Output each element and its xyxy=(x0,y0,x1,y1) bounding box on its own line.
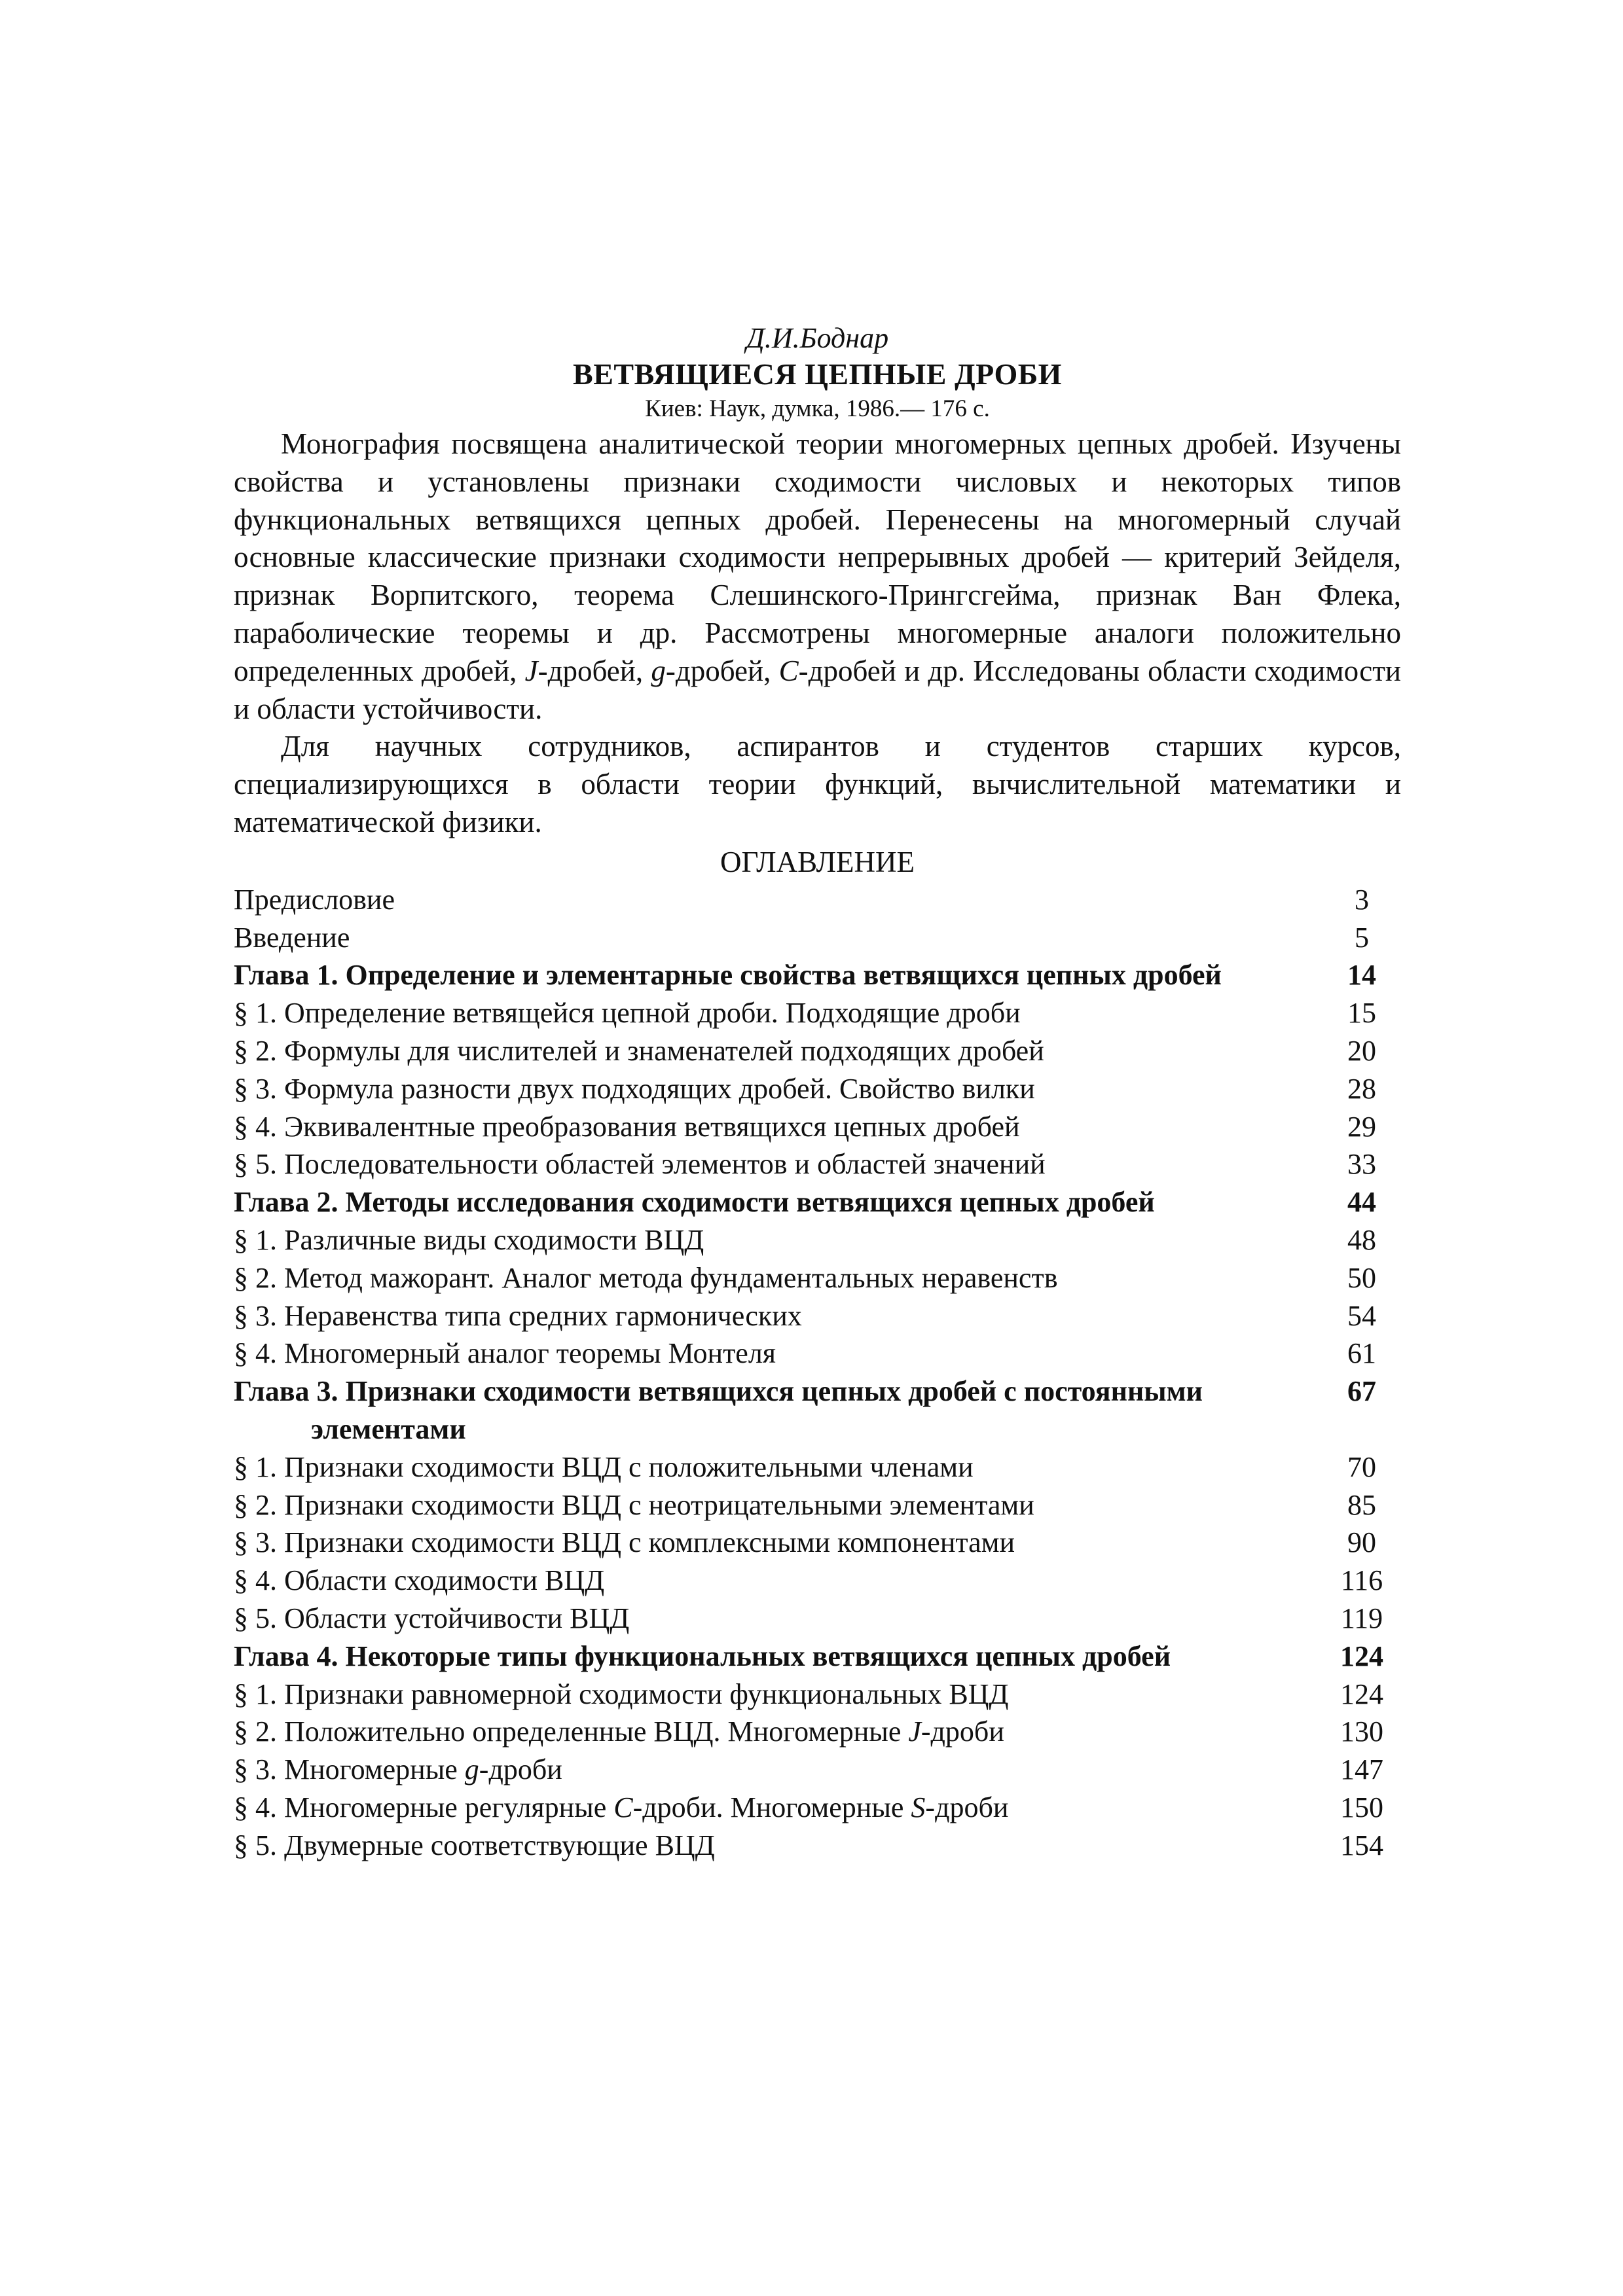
toc-section: § 5. Последовательности областей элементов и областей значений 33 xyxy=(234,1145,1401,1183)
toc-section: § 3. Неравенства типа средних гармонических 54 xyxy=(234,1297,1401,1335)
toc-page-number: 48 xyxy=(1347,1223,1376,1256)
audience-paragraph: Для научных сотрудников, аспирантов и студентов старших курсов, специализирующихся в области теории функций, вычислительной математики и математической физики. xyxy=(234,730,1401,838)
toc-heading: ОГЛАВЛЕНИЕ xyxy=(720,845,915,878)
toc-page-number: 5 xyxy=(1355,921,1369,954)
toc-page-number: 119 xyxy=(1340,1602,1383,1634)
toc-page-number: 50 xyxy=(1347,1261,1376,1294)
toc-entry-intro: Введение 5 xyxy=(234,919,1401,957)
toc-chapter-2: Глава 2. Методы исследования сходимости ветвящихся цепных дробей 44 xyxy=(234,1183,1401,1221)
toc-page-number: 14 xyxy=(1347,959,1376,992)
toc-section: § 3. Формула разности двух подходящих дробей. Свойство вилки 28 xyxy=(234,1070,1401,1108)
toc-section: § 2. Метод мажорант. Аналог метода фундаментальных неравенств 50 xyxy=(234,1259,1401,1297)
toc-page-number: 85 xyxy=(1347,1488,1376,1521)
toc-chapter-3: Глава 3. Признаки сходимости ветвящихся цепных дробей с постоянными элементами 67 xyxy=(234,1372,1401,1448)
toc-page-number: 20 xyxy=(1347,1034,1376,1067)
toc-page-number: 130 xyxy=(1340,1715,1383,1748)
toc-page-number: 70 xyxy=(1347,1450,1376,1483)
abstract-paragraph: Монография посвящена аналитической теории многомерных цепных дробей. Изучены свойства и установлены признаки сходимости числовых и некоторых типов функциональных ветвящихся цепных дробей. Перенесены на многомерный случай основные классические признаки сходимости непрерывных дробей — критерий Зейделя, признак Ворпитского, теорема Слешинского-Прингсгейма, признак Ван Флека, параболические теоремы и др. Рассмотрены многомерные аналоги положительно определенных дробей, J-дробей, g-дробей, C-дробей и др. Исследованы области сходимости и области устойчивости. xyxy=(234,427,1401,725)
toc-page-number: 124 xyxy=(1340,1677,1383,1710)
toc-section: § 1. Различные виды сходимости ВЦД 48 xyxy=(234,1221,1401,1259)
toc-section: § 2. Признаки сходимости ВЦД с неотрицательными элементами 85 xyxy=(234,1486,1401,1524)
toc-page-number: 67 xyxy=(1347,1375,1376,1408)
toc-section: § 4. Эквивалентные преобразования ветвящихся цепных дробей 29 xyxy=(234,1108,1401,1146)
toc-page-number: 61 xyxy=(1347,1337,1376,1370)
toc-section: § 5. Области устойчивости ВЦД 119 xyxy=(234,1600,1401,1638)
toc-section: § 1. Определение ветвящейся цепной дроби. Подходящие дроби 15 xyxy=(234,994,1401,1032)
toc-section: § 3. Многомерные g-дроби 147 xyxy=(234,1751,1401,1789)
toc-section: § 3. Признаки сходимости ВЦД с комплексными компонентами 90 xyxy=(234,1524,1401,1562)
toc-page-number: 90 xyxy=(1347,1526,1376,1559)
toc-page-number: 15 xyxy=(1347,997,1376,1030)
toc-chapter-4: Глава 4. Некоторые типы функциональных ветвящихся цепных дробей 124 xyxy=(234,1638,1401,1676)
table-of-contents xyxy=(234,881,1401,1865)
toc-section: § 5. Двумерные соответствующие ВЦД 154 xyxy=(234,1827,1401,1865)
toc-page-number: 33 xyxy=(1347,1148,1376,1181)
toc-section: § 4. Многомерный аналог теоремы Монтеля 61 xyxy=(234,1335,1401,1372)
toc-section: § 1. Признаки сходимости ВЦД с положительными членами 70 xyxy=(234,1448,1401,1486)
toc-page-number: 147 xyxy=(1340,1753,1383,1786)
toc-page-number: 124 xyxy=(1340,1640,1383,1672)
toc-section: § 4. Многомерные регулярные C-дроби. Многомерные S-дроби 150 xyxy=(234,1789,1401,1827)
toc-section: § 1. Признаки равномерной сходимости функциональных ВЦД 124 xyxy=(234,1676,1401,1713)
toc-entry-preface: Предисловие 3 xyxy=(234,881,1401,919)
toc-page-number: 28 xyxy=(1347,1072,1376,1105)
toc-page-number: 116 xyxy=(1340,1564,1383,1597)
toc-page-number: 154 xyxy=(1340,1829,1383,1861)
toc-page-number: 29 xyxy=(1347,1110,1376,1143)
toc-section: § 4. Области сходимости ВЦД 116 xyxy=(234,1562,1401,1600)
toc-page-number: 3 xyxy=(1355,883,1369,916)
book-imprint: Киев: Наук, думка, 1986.— 176 с. xyxy=(645,395,990,422)
toc-section: § 2. Положительно определенные ВЦД. Многомерные J-дроби 130 xyxy=(234,1713,1401,1751)
toc-page-number: 150 xyxy=(1340,1791,1383,1823)
book-title: ВЕТВЯЩИЕСЯ ЦЕПНЫЕ ДРОБИ xyxy=(573,357,1062,391)
book-author: Д.И.Боднар xyxy=(746,322,889,354)
toc-page-number: 44 xyxy=(1347,1186,1376,1219)
toc-page-number: 54 xyxy=(1347,1299,1376,1332)
page-content xyxy=(234,321,1401,1864)
toc-chapter-1: Глава 1. Определение и элементарные свойства ветвящихся цепных дробей 14 xyxy=(234,956,1401,994)
toc-section: § 2. Формулы для числителей и знаменателей подходящих дробей 20 xyxy=(234,1032,1401,1070)
